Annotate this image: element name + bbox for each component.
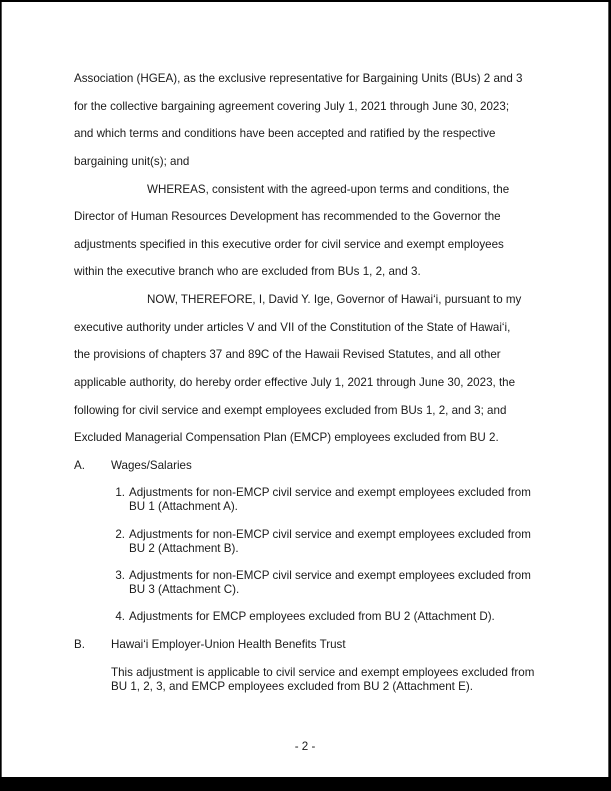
paragraph-line: bargaining unit(s); and bbox=[74, 155, 190, 168]
paragraph-line: for the collective bargaining agreement covering July 1, 2021 through June 30, 2023; bbox=[74, 100, 510, 113]
paragraph-line: and which terms and conditions have been accepted and ratified by the respective bbox=[74, 127, 496, 140]
paragraph-line: Association (HGEA), as the exclusive representative for Bargaining Units (BUs) 2 and 3 bbox=[74, 72, 523, 85]
document-page bbox=[1, 2, 609, 777]
section-b-body: This adjustment is applicable to civil service and exempt employees excluded from BU 1, 2, 3, and EMCP employees excluded from BU 2 (Attachment E). bbox=[111, 666, 535, 693]
section-b-title: Hawai‘i Employer-Union Health Benefits Trust bbox=[111, 638, 346, 651]
list-item-number: 2. bbox=[115, 528, 125, 541]
paragraph-line: executive authority under articles V and VII of the Constitution of the State of Hawai‘i, bbox=[74, 321, 511, 334]
list-item-text: Adjustments for EMCP employees excluded from BU 2 (Attachment D). bbox=[129, 610, 495, 623]
list-item-number: 3. bbox=[115, 569, 125, 582]
list-item-text: Adjustments for non-EMCP civil service and exempt employees excluded from BU 1 (Attachment A). bbox=[129, 486, 531, 513]
list-item bbox=[111, 610, 541, 624]
paragraph-line: NOW, THEREFORE, I, David Y. Ige, Governor of Hawai‘i, pursuant to my bbox=[147, 293, 522, 306]
paragraph-line: the provisions of chapters 37 and 89C of the Hawaii Revised Statutes, and all other bbox=[74, 348, 501, 361]
paragraph-line: applicable authority, do hereby order effective July 1, 2021 through June 30, 2023, the bbox=[74, 376, 516, 389]
list-item-text: Adjustments for non-EMCP civil service and exempt employees excluded from BU 3 (Attachment C). bbox=[129, 569, 531, 596]
list-item-number: 4. bbox=[115, 610, 125, 623]
section-a-letter: A. bbox=[74, 459, 85, 472]
paragraph-line: within the executive branch who are excluded from BUs 1, 2, and 3. bbox=[74, 265, 421, 278]
paragraph-line: adjustments specified in this executive order for civil service and exempt employees bbox=[74, 238, 504, 251]
section-b-letter: B. bbox=[74, 638, 85, 651]
paragraph-line: Excluded Managerial Compensation Plan (EMCP) employees excluded from BU 2. bbox=[74, 431, 499, 444]
paragraph-line: following for civil service and exempt employees excluded from BUs 1, 2, and 3; and bbox=[74, 404, 507, 417]
paragraph-line: Director of Human Resources Development has recommended to the Governor the bbox=[74, 210, 501, 223]
paragraph-line: WHEREAS, consistent with the agreed-upon terms and conditions, the bbox=[147, 183, 510, 196]
list-item bbox=[111, 528, 541, 555]
list-item-number: 1. bbox=[115, 486, 125, 499]
list-item-text: Adjustments for non-EMCP civil service and exempt employees excluded from BU 2 (Attachment B). bbox=[129, 528, 531, 555]
page-number: - 2 - bbox=[294, 740, 316, 753]
list-item bbox=[111, 569, 541, 596]
list-item bbox=[111, 486, 541, 513]
section-a-title: Wages/Salaries bbox=[111, 459, 192, 472]
